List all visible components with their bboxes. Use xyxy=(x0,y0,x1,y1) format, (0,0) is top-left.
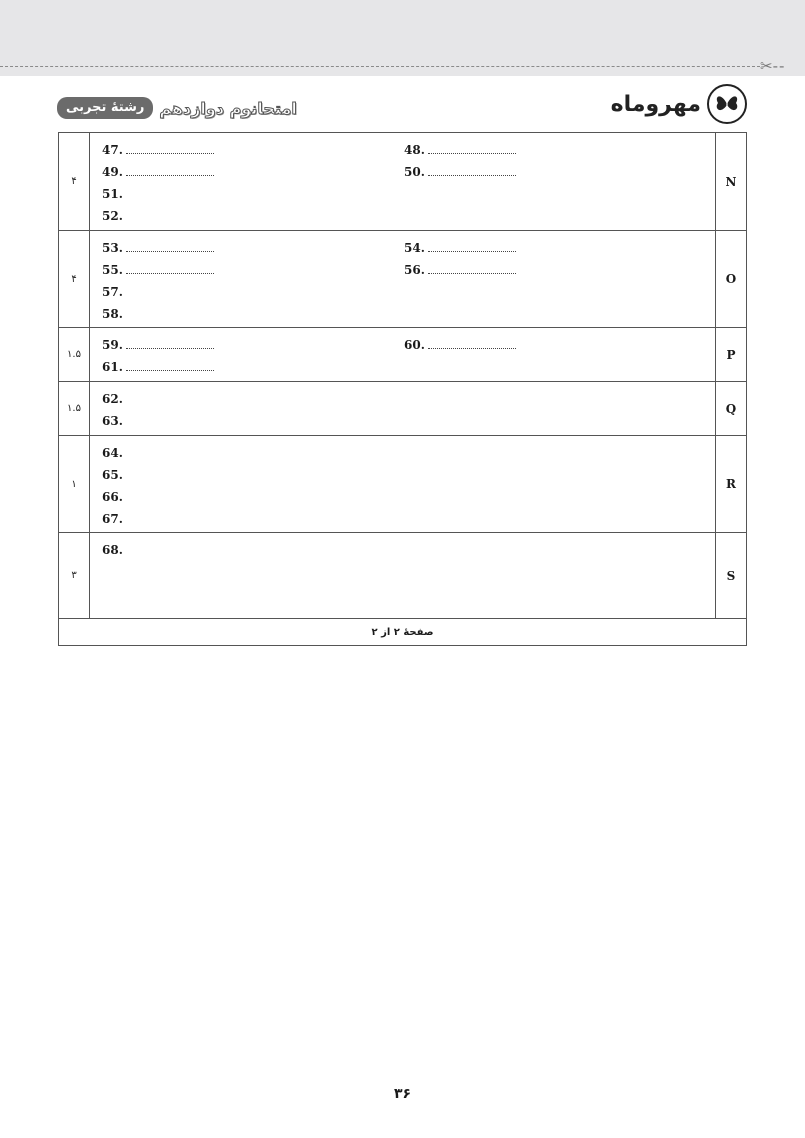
section-letter: R xyxy=(715,436,746,532)
answer-blank[interactable] xyxy=(428,262,516,274)
section-row-o xyxy=(59,231,746,328)
question-item xyxy=(102,358,214,376)
section-letter: O xyxy=(715,231,746,327)
section-score: ۳ xyxy=(59,533,90,618)
section-row-p xyxy=(59,328,746,382)
question-number: 57. xyxy=(102,285,123,299)
question-item xyxy=(102,466,123,484)
question-item xyxy=(102,336,214,354)
question-item xyxy=(102,207,123,225)
section-row-q xyxy=(59,382,746,436)
question-number: 64. xyxy=(102,446,123,460)
answer-line xyxy=(102,163,715,185)
question-item xyxy=(404,239,516,257)
answer-blank[interactable] xyxy=(126,359,214,371)
answer-blank[interactable] xyxy=(126,142,214,154)
question-number: 48. xyxy=(404,143,425,157)
answer-line xyxy=(102,390,715,412)
section-score: ۱ xyxy=(59,436,90,532)
section-letter: P xyxy=(715,328,746,381)
answer-line xyxy=(102,444,715,466)
question-number: 60. xyxy=(404,338,425,352)
question-item xyxy=(102,283,123,301)
answer-blank[interactable] xyxy=(428,164,516,176)
answer-line xyxy=(102,261,715,283)
section-answers xyxy=(90,328,715,381)
question-item xyxy=(404,163,516,181)
section-score: ۴ xyxy=(59,133,90,230)
section-row-n xyxy=(59,133,746,231)
answer-blank[interactable] xyxy=(428,240,516,252)
answer-line xyxy=(102,207,715,229)
answer-blank[interactable] xyxy=(126,164,214,176)
question-number: 51. xyxy=(102,187,123,201)
answer-sheet-table xyxy=(58,132,747,646)
answer-line xyxy=(102,239,715,261)
section-letter: Q xyxy=(715,382,746,435)
answer-line xyxy=(102,510,715,532)
question-number: 49. xyxy=(102,165,123,179)
answer-line xyxy=(102,185,715,207)
section-row-s xyxy=(59,533,746,619)
question-item xyxy=(404,336,516,354)
section-answers xyxy=(90,436,715,532)
section-row-r xyxy=(59,436,746,533)
cut-line xyxy=(0,66,760,67)
section-score: ۴ xyxy=(59,231,90,327)
question-number: 65. xyxy=(102,468,123,482)
answer-blank[interactable] xyxy=(126,337,214,349)
answer-line xyxy=(102,541,715,563)
question-number: 59. xyxy=(102,338,123,352)
answer-blank[interactable] xyxy=(126,240,214,252)
question-item xyxy=(102,541,123,559)
question-item xyxy=(102,141,214,159)
answer-line xyxy=(102,283,715,305)
answer-line xyxy=(102,336,715,358)
question-item xyxy=(102,305,123,323)
page-number: ۳۶ xyxy=(393,1086,412,1102)
scissors-icon: ✂-- xyxy=(760,57,786,75)
answer-line xyxy=(102,141,715,163)
section-answers xyxy=(90,382,715,435)
exam-title: امتحانوم دوازدهم xyxy=(159,98,297,118)
section-score: ۱.۵ xyxy=(59,328,90,381)
question-number: 47. xyxy=(102,143,123,157)
question-number: 61. xyxy=(102,360,123,374)
question-item xyxy=(102,510,123,528)
question-number: 63. xyxy=(102,414,123,428)
question-item xyxy=(404,261,516,279)
brand-name: مهروماه xyxy=(610,91,701,117)
answer-line xyxy=(102,358,715,380)
question-number: 50. xyxy=(404,165,425,179)
question-number: 53. xyxy=(102,241,123,255)
section-answers xyxy=(90,133,715,230)
section-answers xyxy=(90,231,715,327)
field-badge: رشتهٔ تجربی xyxy=(57,97,153,119)
answer-line xyxy=(102,412,715,434)
question-item xyxy=(102,185,123,203)
question-item xyxy=(102,488,123,506)
question-item xyxy=(404,141,516,159)
section-score: ۱.۵ xyxy=(59,382,90,435)
question-number: 66. xyxy=(102,490,123,504)
question-item xyxy=(102,412,123,430)
question-number: 54. xyxy=(404,241,425,255)
question-item xyxy=(102,444,123,462)
question-number: 62. xyxy=(102,392,123,406)
question-item xyxy=(102,163,214,181)
section-letter: N xyxy=(715,133,746,230)
exam-title-group xyxy=(57,96,297,120)
answer-line xyxy=(102,466,715,488)
answer-blank[interactable] xyxy=(428,337,516,349)
brand xyxy=(611,82,747,126)
question-number: 56. xyxy=(404,263,425,277)
answer-blank[interactable] xyxy=(126,262,214,274)
answer-blank[interactable] xyxy=(428,142,516,154)
answer-line xyxy=(102,305,715,327)
section-letter: S xyxy=(715,533,746,618)
question-item xyxy=(102,390,123,408)
top-band xyxy=(0,0,805,76)
answer-line xyxy=(102,488,715,510)
sheet-footer: صفحهٔ ۲ از ۲ xyxy=(371,626,434,638)
question-item xyxy=(102,261,214,279)
butterfly-icon xyxy=(707,84,747,124)
question-number: 55. xyxy=(102,263,123,277)
section-answers xyxy=(90,533,715,618)
question-number: 68. xyxy=(102,543,123,557)
question-item xyxy=(102,239,214,257)
question-number: 58. xyxy=(102,307,123,321)
question-number: 67. xyxy=(102,512,123,526)
question-number: 52. xyxy=(102,209,123,223)
